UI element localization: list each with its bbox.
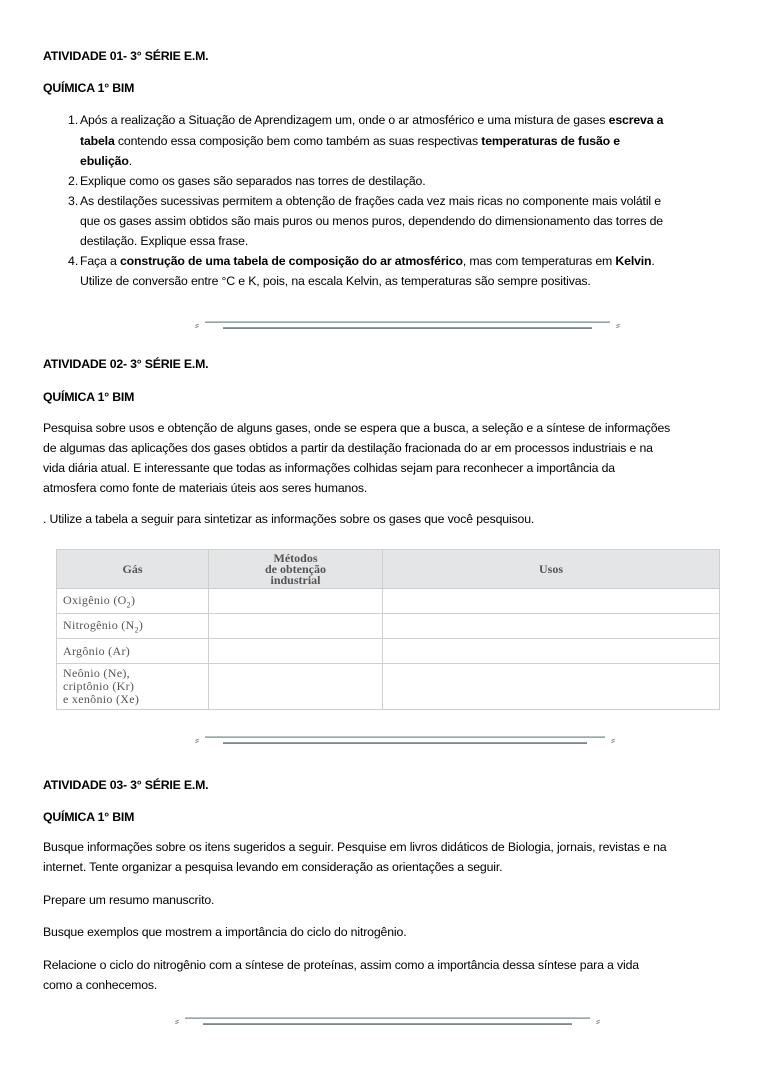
cell-gas bbox=[57, 614, 209, 639]
table-row bbox=[57, 664, 720, 710]
gas-name-line: e xenônio (Xe) bbox=[63, 692, 140, 706]
divider-line bbox=[223, 742, 587, 744]
ornamental-divider-icon bbox=[195, 733, 615, 747]
cell-method[interactable] bbox=[209, 589, 383, 614]
gas-name-line: criptônio (Kr) bbox=[63, 679, 135, 693]
paragraph-line: atmosfera como fonte de materiais úteis aos seres humanos. bbox=[43, 481, 368, 495]
divider-line bbox=[203, 1023, 572, 1025]
header-line: industrial bbox=[270, 572, 321, 587]
ornament-left-icon: ⸗ bbox=[195, 318, 199, 332]
activity2-subtitle: QUÍMICA 1° BIM bbox=[43, 390, 135, 404]
ornament-right-icon: ⸗ bbox=[596, 1014, 600, 1028]
header-line: de obtenção bbox=[265, 561, 326, 576]
list-item-text bbox=[80, 154, 132, 169]
gas-name-line: Neônio (Ne), bbox=[63, 666, 130, 680]
bold-span: construção de uma tabela de composição do ar atmosférico bbox=[119, 254, 463, 268]
list-number: 1. bbox=[68, 113, 79, 127]
cell-uses[interactable] bbox=[383, 664, 720, 710]
gas-name-end: ) bbox=[130, 592, 136, 607]
text-span: contendo essa composição bem como também as suas respectivas bbox=[114, 134, 482, 148]
table-row bbox=[57, 614, 720, 639]
header-method bbox=[209, 550, 383, 589]
ornament-left-icon: ⸗ bbox=[175, 1014, 179, 1028]
text-span: . bbox=[128, 154, 132, 168]
paragraph-line: Pesquisa sobre usos e obtenção de alguns gases, onde se espera que a busca, a seleção e a síntese de informações bbox=[43, 421, 671, 435]
list-number: 2. bbox=[68, 174, 79, 188]
activity3-title: ATIVIDADE 03- 3° SÉRIE E.M. bbox=[43, 778, 209, 792]
list-number: 4. bbox=[68, 254, 79, 268]
paragraph-line: Relacione o ciclo do nitrogênio com a síntese de proteínas, assim como a importância dessa síntese para a vida bbox=[43, 958, 639, 972]
cell-uses[interactable] bbox=[383, 639, 720, 664]
ornamental-divider-icon bbox=[175, 1014, 600, 1028]
table-row bbox=[57, 589, 720, 614]
gas-name-end: ) bbox=[138, 617, 144, 632]
cell-method[interactable] bbox=[209, 614, 383, 639]
gas-name: Oxigênio (O bbox=[63, 592, 127, 607]
cell-method[interactable] bbox=[209, 664, 383, 710]
list-item-text: Utilize de conversão entre °C e K, pois, na escala Kelvin, as temperaturas são sempre positivas. bbox=[80, 274, 591, 288]
bold-span: temperaturas de fusão e bbox=[481, 134, 620, 148]
header-uses: Usos bbox=[383, 550, 720, 589]
list-item-text: As destilações sucessivas permitem a obtenção de frações cada vez mais ricas no componente mais volátil e bbox=[80, 194, 661, 208]
list-item-text bbox=[80, 134, 620, 149]
cell-gas: Argônio (Ar) bbox=[57, 639, 209, 664]
ornament-left-icon: ⸗ bbox=[195, 733, 199, 747]
divider-line bbox=[205, 736, 605, 738]
activity1-title: ATIVIDADE 01- 3° SÉRIE E.M. bbox=[43, 49, 209, 63]
list-item-text bbox=[80, 254, 655, 269]
paragraph-line: Busque informações sobre os itens sugeridos a seguir. Pesquise em livros didáticos de Biologia, jornais, revistas e na bbox=[43, 840, 667, 854]
list-item-text bbox=[80, 113, 663, 128]
list-item-text: Explique como os gases são separados nas torres de destilação. bbox=[80, 174, 426, 188]
cell-uses[interactable] bbox=[383, 614, 720, 639]
table-row bbox=[57, 639, 720, 664]
cell-gas bbox=[57, 664, 209, 710]
paragraph: Prepare um resumo manuscrito. bbox=[43, 893, 215, 907]
paragraph-line: de algumas das aplicações dos gases obtidos a partir da destilação fracionada do ar em processos industriais e na bbox=[43, 441, 653, 455]
activity2-title: ATIVIDADE 02- 3° SÉRIE E.M. bbox=[43, 357, 209, 371]
subscript: 2 bbox=[134, 625, 139, 635]
bold-span: tabela bbox=[80, 134, 115, 148]
gas-name: Nitrogênio (N bbox=[63, 617, 135, 632]
list-number: 3. bbox=[68, 194, 79, 208]
activity1-subtitle: QUÍMICA 1° BIM bbox=[43, 81, 135, 95]
paragraph-line: como a conhecemos. bbox=[43, 978, 158, 992]
activity3-subtitle: QUÍMICA 1° BIM bbox=[43, 810, 135, 824]
bold-span: escreva a bbox=[608, 113, 664, 127]
divider-line bbox=[223, 327, 592, 329]
divider-line bbox=[185, 1017, 590, 1019]
paragraph: Busque exemplos que mostrem a importância do ciclo do nitrogênio. bbox=[43, 925, 407, 939]
header-line: Métodos bbox=[273, 550, 318, 565]
ornament-right-icon: ⸗ bbox=[611, 733, 615, 747]
list-item-text: destilação. Explique essa frase. bbox=[80, 234, 249, 248]
paragraph-line: vida diária atual. E interessante que todas as informações colhidas sejam para reconhecer a importância da bbox=[43, 461, 615, 475]
bold-span: ebulição bbox=[80, 154, 129, 168]
list-item-text: que os gases assim obtidos são mais puros ou menos puros, dependendo do dimensionamento das torres de bbox=[80, 214, 663, 228]
divider-line bbox=[205, 321, 610, 323]
bold-span: Kelvin bbox=[615, 254, 652, 268]
cell-gas bbox=[57, 589, 209, 614]
paragraph-line: internet. Tente organizar a pesquisa levando em consideração as orientações a seguir. bbox=[43, 860, 503, 874]
text-span: Após a realização a Situação de Aprendizagem um, onde o ar atmosférico e uma mistura de gases bbox=[80, 113, 609, 127]
gases-table bbox=[56, 549, 720, 710]
ornamental-divider-icon bbox=[195, 318, 620, 332]
cell-method[interactable] bbox=[209, 639, 383, 664]
text-span: , mas com temperaturas em bbox=[462, 254, 616, 268]
subscript: 2 bbox=[126, 600, 131, 610]
cell-uses[interactable] bbox=[383, 589, 720, 614]
ornament-right-icon: ⸗ bbox=[616, 318, 620, 332]
text-span: Faça a bbox=[80, 254, 120, 268]
table-header-row bbox=[57, 550, 720, 589]
header-gas: Gás bbox=[57, 550, 209, 589]
instruction-text: . Utilize a tabela a seguir para sintetizar as informações sobre os gases que você pesquisou. bbox=[43, 512, 535, 526]
text-span: . bbox=[651, 254, 655, 268]
